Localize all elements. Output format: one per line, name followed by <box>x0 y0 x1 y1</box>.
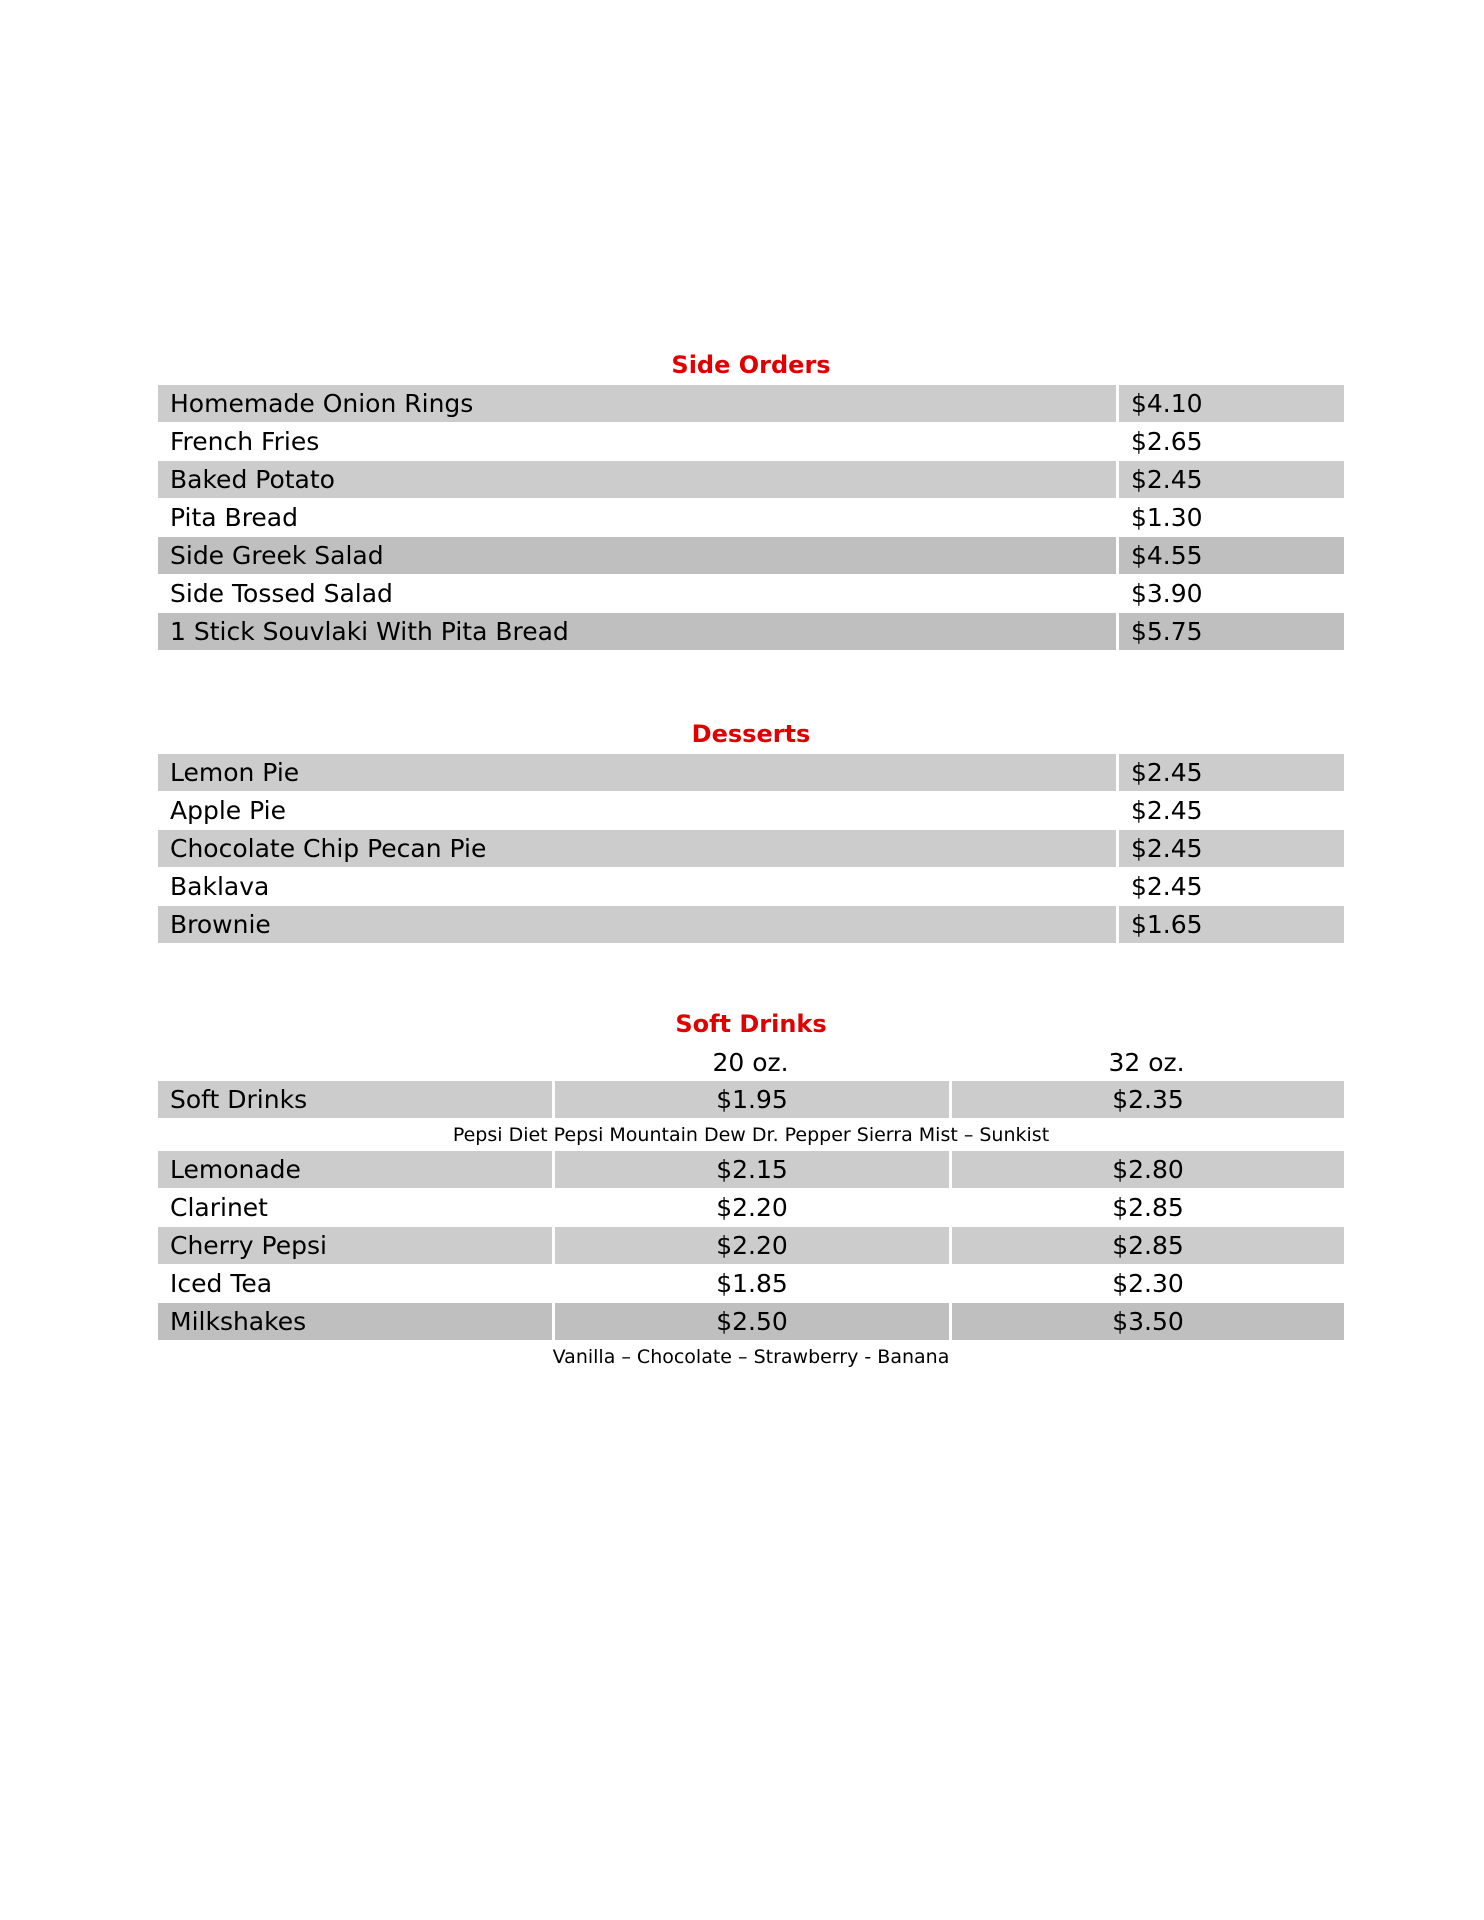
side-orders-section <box>158 345 1344 651</box>
item-price-20oz: $1.85 <box>716 1269 788 1298</box>
item-price-20oz: $1.95 <box>555 1081 949 1118</box>
soft-drinks-section <box>158 1004 1344 1373</box>
soda-flavors-note: Pepsi Diet Pepsi Mountain Dew Dr. Pepper Sierra Mist – Sunkist <box>452 1124 1050 1146</box>
menu-row <box>158 461 1344 498</box>
item-price: $1.30 <box>1131 503 1203 532</box>
size-header-row <box>158 1044 1344 1081</box>
item-name: Chocolate Chip Pecan Pie <box>158 830 1116 867</box>
item-price-20oz: $2.20 <box>555 1227 949 1264</box>
item-price-32oz: $2.35 <box>952 1081 1344 1118</box>
item-price: $4.55 <box>1119 537 1344 574</box>
menu-row <box>158 499 1344 536</box>
soft-drinks-title: Soft Drinks <box>675 1010 827 1038</box>
menu-row <box>158 613 1344 650</box>
menu-row <box>158 423 1344 460</box>
item-name: 1 Stick Souvlaki With Pita Bread <box>158 613 1116 650</box>
item-name: Baked Potato <box>158 461 1116 498</box>
item-name: Lemon Pie <box>158 754 1116 791</box>
item-name: Cherry Pepsi <box>158 1227 552 1264</box>
item-price: $2.65 <box>1131 427 1203 456</box>
item-price-32oz: $2.85 <box>952 1227 1344 1264</box>
menu-row <box>158 1189 1344 1226</box>
item-name: Lemonade <box>158 1151 552 1188</box>
item-price: $5.75 <box>1119 613 1344 650</box>
menu-row <box>158 868 1344 905</box>
item-name: Milkshakes <box>158 1303 552 1340</box>
menu-row <box>158 1303 1344 1340</box>
menu-row <box>158 575 1344 612</box>
item-name: Clarinet <box>170 1193 268 1222</box>
item-name: Soft Drinks <box>158 1081 552 1118</box>
item-name: French Fries <box>170 427 320 456</box>
size-header-32oz: 32 oz. <box>1108 1048 1185 1077</box>
item-price-20oz: $2.20 <box>716 1193 788 1222</box>
item-name: Side Tossed Salad <box>170 579 393 608</box>
desserts-title: Desserts <box>691 720 811 748</box>
item-price-32oz: $3.50 <box>952 1303 1344 1340</box>
item-price-20oz: $2.15 <box>555 1151 949 1188</box>
desserts-section <box>158 714 1344 944</box>
item-price-32oz: $2.85 <box>1112 1193 1184 1222</box>
item-name: Brownie <box>158 906 1116 943</box>
item-name: Pita Bread <box>170 503 298 532</box>
item-price: $3.90 <box>1131 579 1203 608</box>
size-header-spacer <box>158 1044 552 1081</box>
item-price: $1.65 <box>1119 906 1344 943</box>
item-price: $2.45 <box>1131 796 1203 825</box>
menu-row <box>158 1081 1344 1118</box>
item-price: $2.45 <box>1131 872 1203 901</box>
item-price: $4.10 <box>1119 385 1344 422</box>
menu-row <box>158 385 1344 422</box>
menu-row <box>158 792 1344 829</box>
item-name: Iced Tea <box>170 1269 273 1298</box>
item-price-20oz: $2.50 <box>555 1303 949 1340</box>
menu-row <box>158 1265 1344 1302</box>
item-price: $2.45 <box>1119 830 1344 867</box>
item-price-32oz: $2.80 <box>952 1151 1344 1188</box>
item-name: Homemade Onion Rings <box>158 385 1116 422</box>
menu-row <box>158 1227 1344 1264</box>
size-header-20oz: 20 oz. <box>712 1048 789 1077</box>
side-orders-title: Side Orders <box>671 351 831 379</box>
item-price: $2.45 <box>1119 754 1344 791</box>
item-name: Side Greek Salad <box>158 537 1116 574</box>
menu-row <box>158 537 1344 574</box>
menu-row <box>158 1151 1344 1188</box>
item-price: $2.45 <box>1119 461 1344 498</box>
item-name: Baklava <box>170 872 270 901</box>
item-name: Apple Pie <box>170 796 286 825</box>
item-price-32oz: $2.30 <box>1112 1269 1184 1298</box>
menu-row <box>158 754 1344 791</box>
menu-row <box>158 906 1344 943</box>
milkshake-flavors-note: Vanilla – Chocolate – Strawberry - Banana <box>552 1346 950 1368</box>
menu-row <box>158 830 1344 867</box>
